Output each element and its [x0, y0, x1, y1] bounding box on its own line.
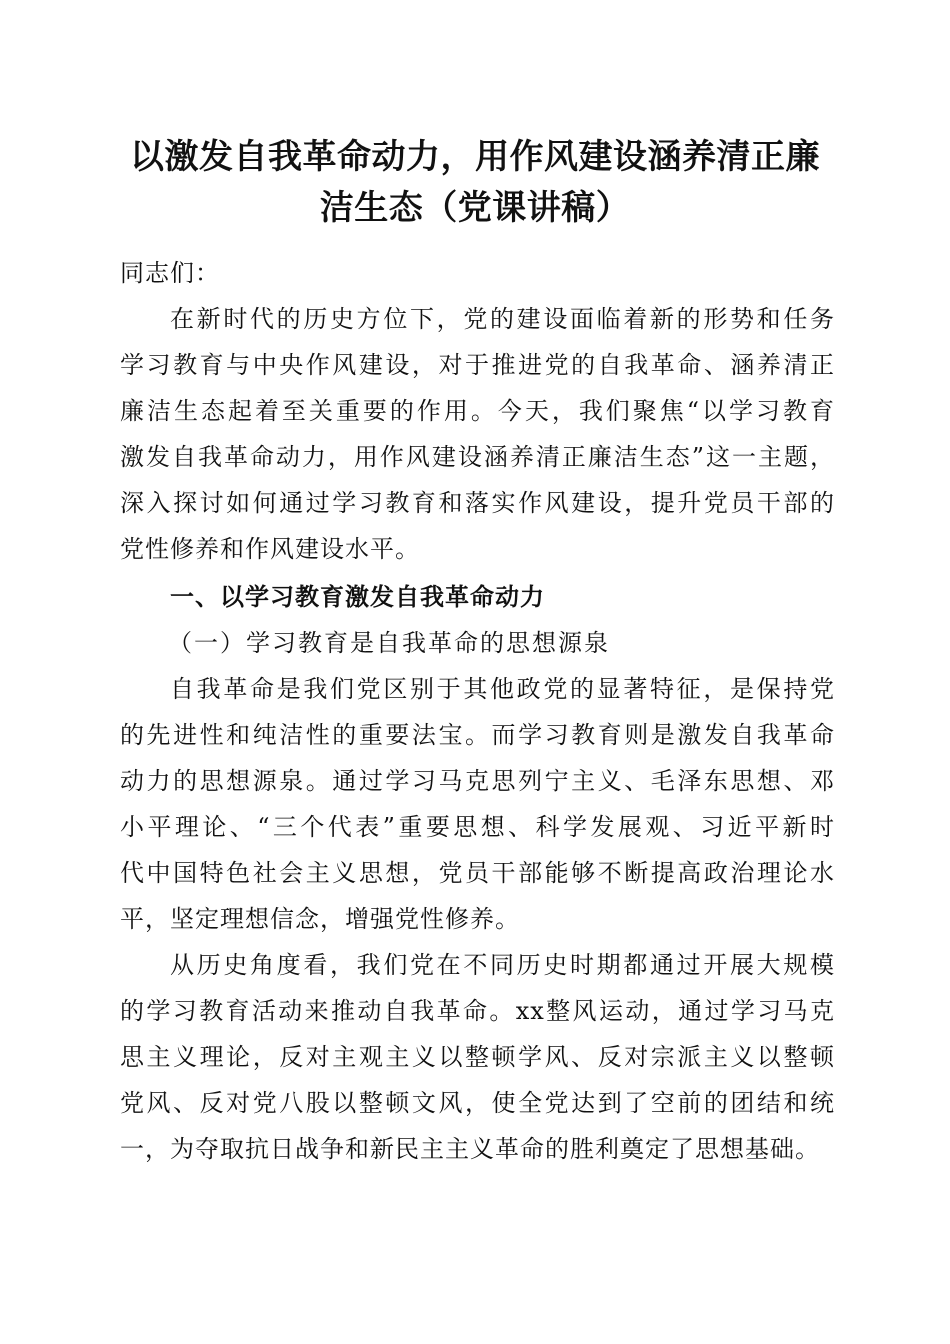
- intro-paragraph: [120, 296, 835, 572]
- paragraph-line: 深入探讨如何通过学习教育和落实作风建设，提升党员干部的: [120, 489, 835, 517]
- paragraph-line: 动力的思想源泉。通过学习马克思列宁主义、毛泽东思想、邓: [120, 767, 835, 795]
- paragraph-line: 在新时代的历史方位下，党的建设面临着新的形势和任务: [170, 305, 835, 333]
- paragraph-line: 党性修养和作风建设水平。: [120, 535, 420, 563]
- section-heading: 一、以学习教育激发自我革命动力: [170, 583, 545, 611]
- paragraph-line: 小平理论、“三个代表”重要思想、科学发展观、习近平新时: [120, 813, 835, 841]
- paragraph-line: 自我革命是我们党区别于其他政党的显著特征，是保持党: [170, 675, 835, 703]
- paragraph-line: 从历史角度看，我们党在不同历史时期都通过开展大规模: [170, 951, 835, 979]
- paragraph-line: 一，为夺取抗日战争和新民主主义革命的胜利奠定了思想基础。: [120, 1135, 820, 1163]
- paragraph-line: 激发自我革命动力，用作风建设涵养清正廉洁生态”这一主题，: [120, 443, 835, 471]
- paragraph-line: 廉洁生态起着至关重要的作用。今天，我们聚焦“以学习教育: [120, 397, 835, 425]
- title-line-2: 洁生态（党课讲稿）: [319, 188, 631, 228]
- paragraph-line: 的学习教育活动来推动自我革命。xx整风运动，通过学习马克: [120, 997, 835, 1025]
- subsection-heading: （一）学习教育是自我革命的思想源泉: [168, 629, 610, 657]
- paragraph-line: 的先进性和纯洁性的重要法宝。而学习教育则是激发自我革命: [120, 721, 835, 749]
- salutation: 同志们：: [120, 259, 220, 287]
- document-body: [120, 250, 835, 1172]
- paragraph-line: 党风、反对党八股以整顿文风，使全党达到了空前的团结和统: [120, 1089, 835, 1117]
- paragraph-line: 学习教育与中央作风建设，对于推进党的自我革命、涵养清正: [120, 351, 835, 379]
- title-line-1: 以激发自我革命动力，用作风建设涵养清正廉: [130, 137, 820, 177]
- paragraph-line: 思主义理论，反对主观主义以整顿学风、反对宗派主义以整顿: [120, 1043, 835, 1071]
- document-title: [100, 132, 850, 234]
- body-paragraph-2: [120, 942, 835, 1172]
- paragraph-line: 代中国特色社会主义思想，党员干部能够不断提高政治理论水: [120, 859, 835, 887]
- paragraph-line: 平，坚定理想信念，增强党性修养。: [120, 905, 520, 933]
- body-paragraph-1: [120, 666, 835, 942]
